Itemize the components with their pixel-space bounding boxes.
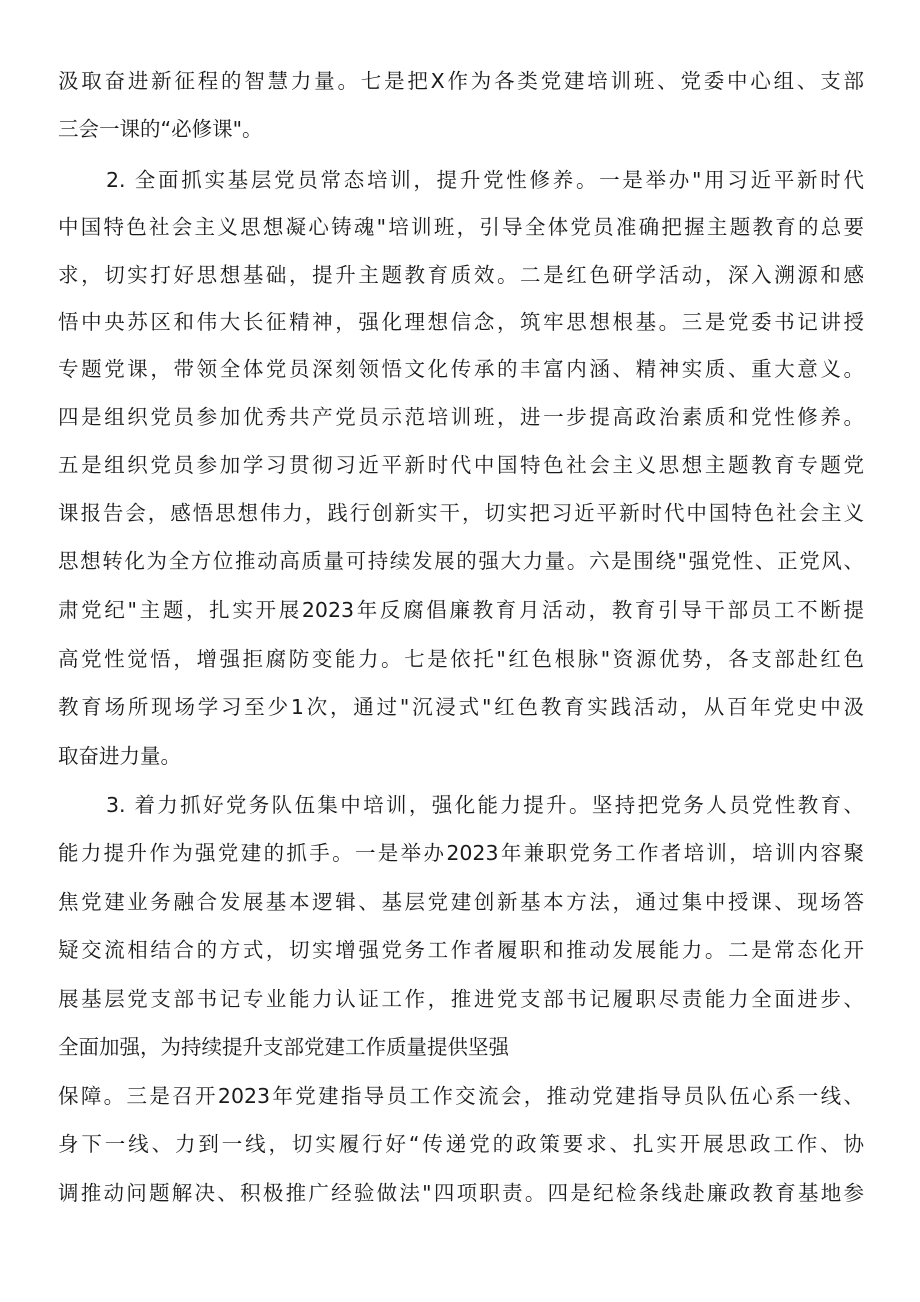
- text-line: 焦党建业务融合发展基本逻辑、基层党建创新基本方法，通过集中授课、现场答: [58, 890, 864, 914]
- text-line: 2. 全面抓实基层党员常态培训，提升党性修养。一是举办"用习近平新时代: [106, 168, 864, 192]
- text-line: 身下一线、力到一线，切实履行好“传递党的政策要求、扎实开展思政工作、协: [58, 1132, 864, 1156]
- text-line: 能力提升作为强党建的抓手。一是举办2023年兼职党务工作者培训，培训内容聚: [58, 841, 864, 865]
- text-line: 悟中央苏区和伟大长征精神，强化理想信念，筑牢思想根基。三是党委书记讲授: [58, 310, 864, 334]
- text-line: 保障。三是召开2023年党建指导员工作交流会，推动党建指导员队伍心系一线、: [58, 1084, 864, 1108]
- text-line: 中国特色社会主义思想凝心铸魂"培训班，引导全体党员准确把握主题教育的总要: [58, 215, 864, 239]
- text-line: 思想转化为全方位推动高质量可持续发展的强大力量。六是围绕"强党性、正党风、: [58, 549, 864, 573]
- text-line: 疑交流相结合的方式，切实增强党务工作者履职和推动发展能力。二是常态化开: [58, 938, 864, 962]
- text-line: 展基层党支部书记专业能力认证工作，推进党支部书记履职尽责能力全面进步、: [58, 987, 864, 1011]
- text-line: 高党性觉悟，增强拒腐防变能力。七是依托"红色根脉"资源优势，各支部赴红色: [58, 647, 864, 671]
- text-line: 三会一课的“必修课"。: [58, 117, 263, 141]
- text-line: 调推动问题解决、积极推广经验做法"四项职责。四是纪检条线赴廉政教育基地参: [58, 1181, 864, 1205]
- text-line: 专题党课，带领全体党员深刻领悟文化传承的丰富内涵、精神实质、重大意义。: [58, 357, 864, 381]
- text-line: 汲取奋进新征程的智慧力量。七是把X作为各类党建培训班、党委中心组、支部: [58, 69, 864, 93]
- text-line: 教育场所现场学习至少1次，通过"沉浸式"红色教育实践活动，从百年党史中汲: [58, 695, 864, 719]
- text-line: 求，切实打好思想基础，提升主题教育质效。二是红色研学活动，深入溯源和感: [58, 263, 864, 287]
- text-line: 取奋进力量。: [58, 744, 181, 768]
- text-line: 肃党纪"主题，扎实开展2023年反腐倡廉教育月活动，教育引导干部员工不断提: [58, 598, 864, 622]
- text-line: 四是组织党员参加优秀共产党员示范培训班，进一步提高政治素质和党性修养。: [58, 405, 864, 429]
- text-line: 3. 着力抓好党务队伍集中培训，强化能力提升。坚持把党务人员党性教育、: [106, 793, 864, 817]
- text-line: 五是组织党员参加学习贯彻习近平新时代中国特色社会主义思想主题教育专题党: [58, 453, 864, 477]
- text-line: 全面加强，为持续提升支部党建工作质量提供坚强: [58, 1035, 509, 1059]
- text-line: 课报告会，感悟思想伟力，践行创新实干，切实把习近平新时代中国特色社会主义: [58, 501, 864, 525]
